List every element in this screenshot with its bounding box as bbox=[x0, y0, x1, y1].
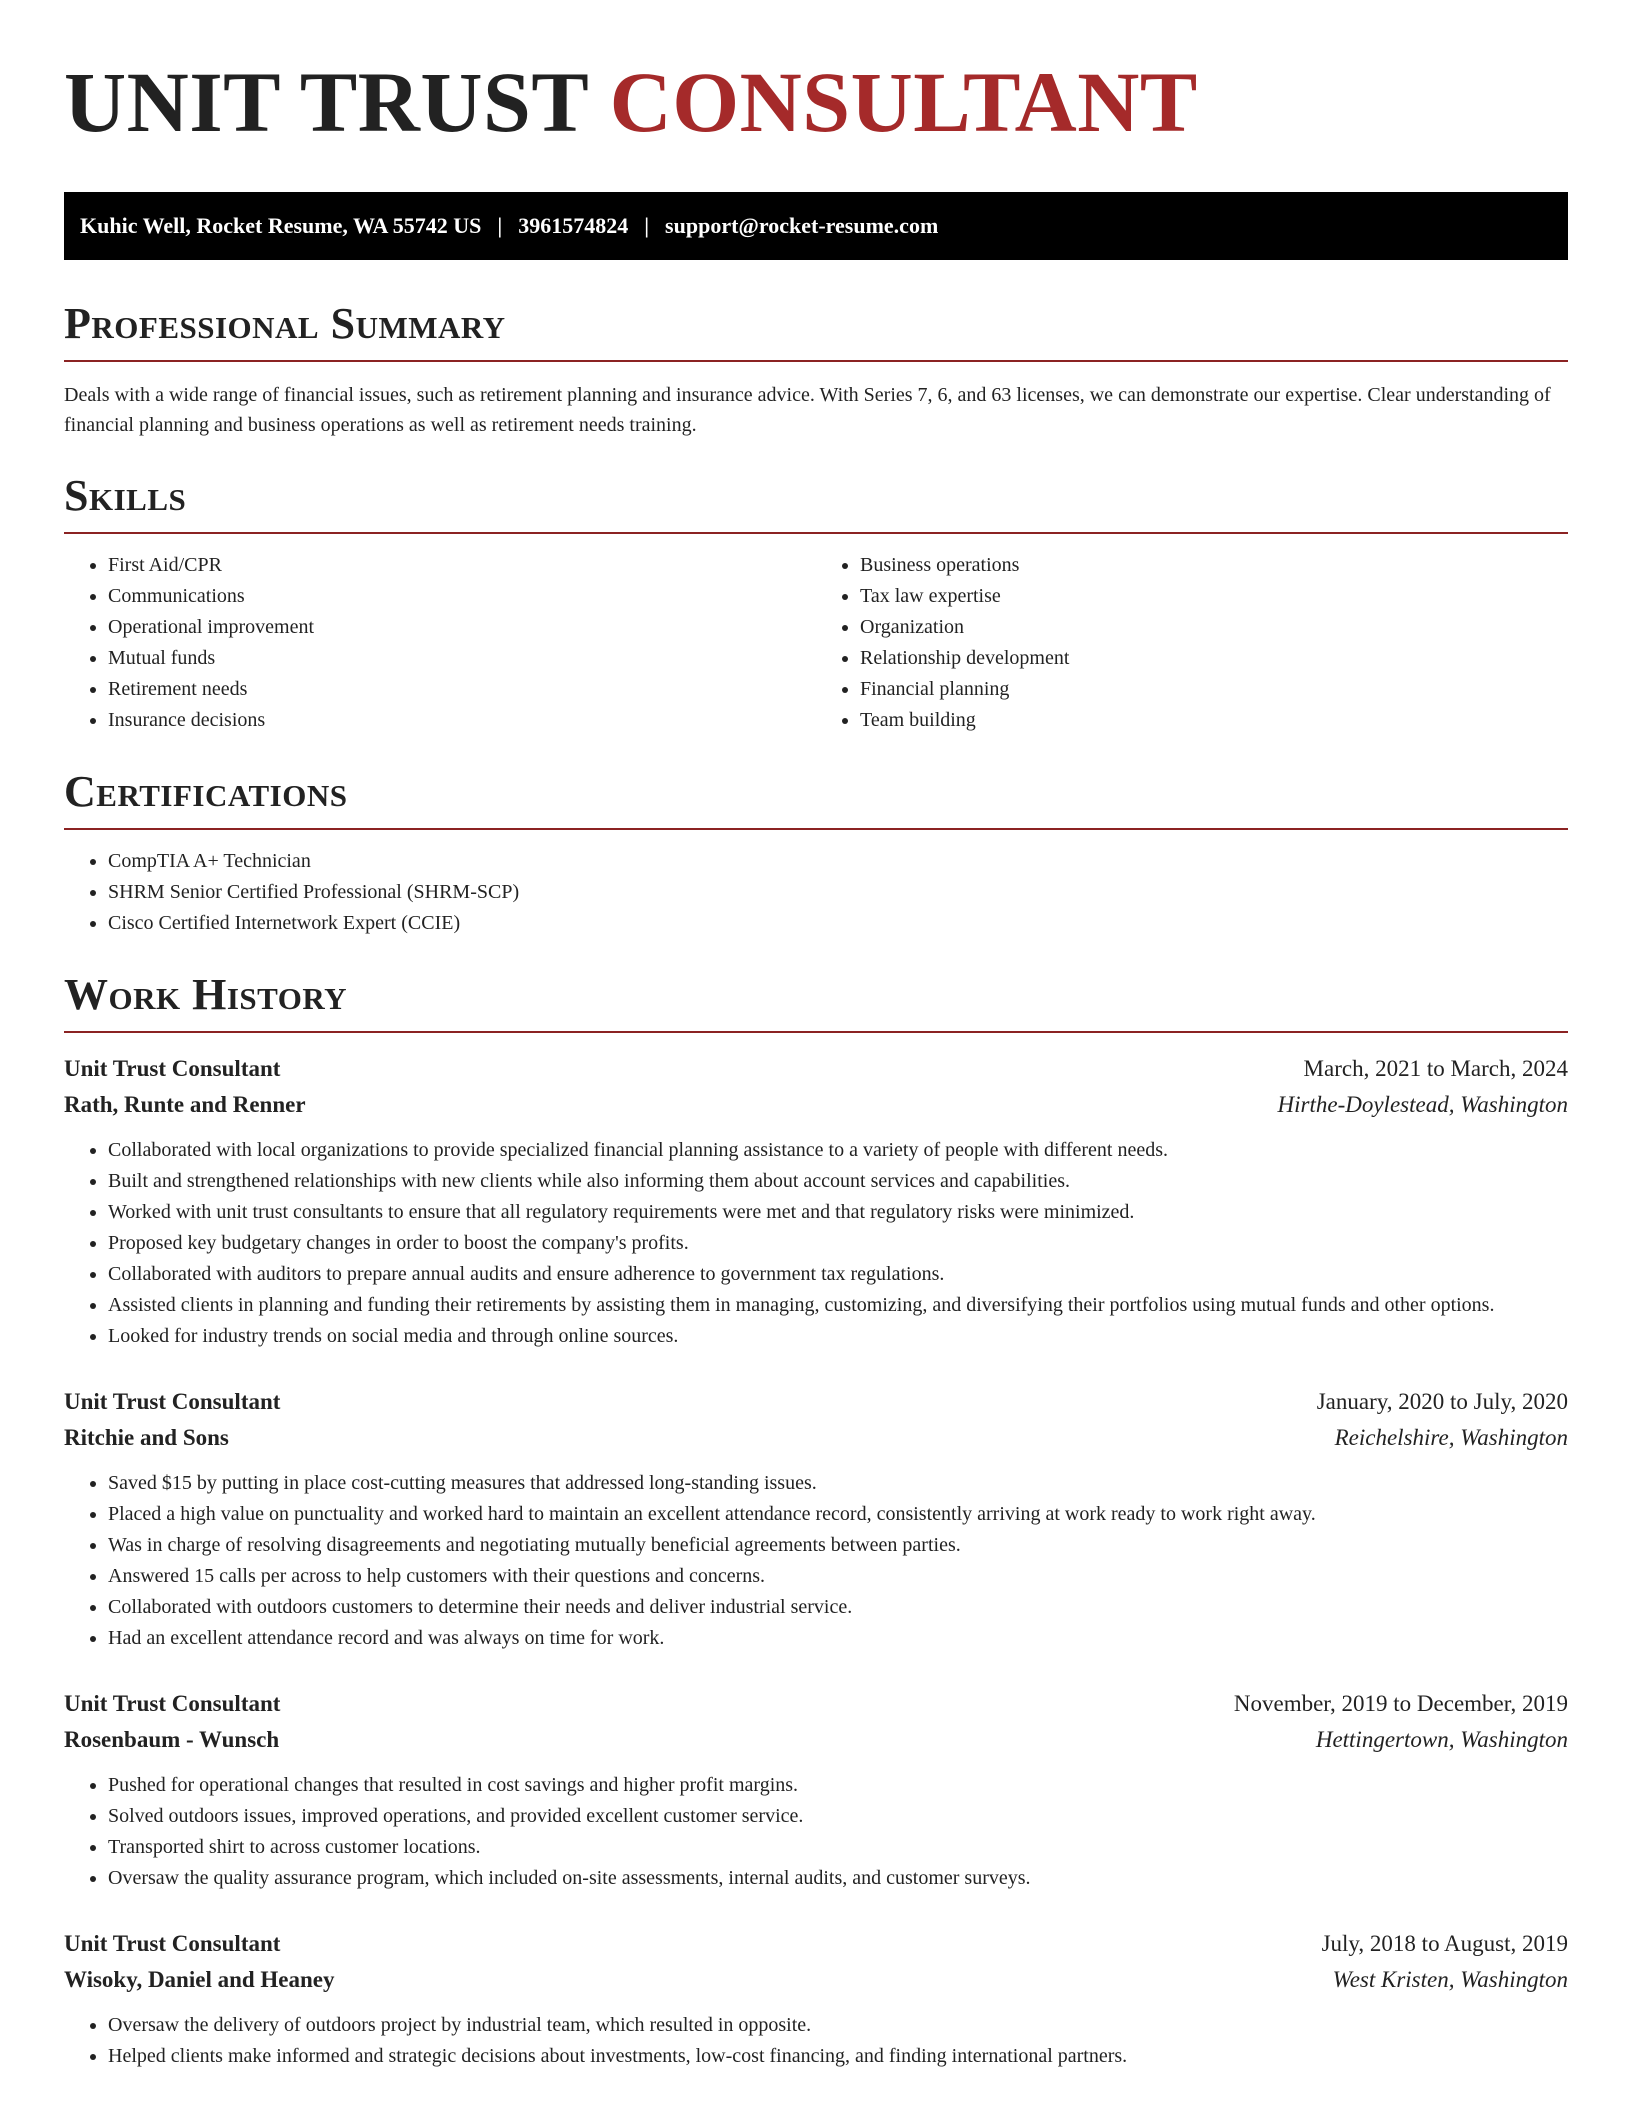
job-entry bbox=[64, 1686, 1568, 1894]
certifications-section bbox=[64, 766, 1568, 939]
contact-phone: 3961574824 bbox=[518, 213, 629, 238]
skill-item: • Insurance decisions bbox=[108, 705, 816, 736]
job-duty: • Saved $15 by putting in place cost-cutting measures that addressed long-standing issues. bbox=[108, 1468, 1568, 1499]
skill-item: • Financial planning bbox=[860, 674, 1568, 705]
job-location: Hettingertown, Washington bbox=[1315, 1727, 1568, 1752]
job-header-row bbox=[64, 1926, 1568, 1962]
job-company: Rosenbaum - Wunsch bbox=[64, 1727, 280, 1752]
job-duty: • Pushed for operational changes that resulted in cost savings and higher profit margins. bbox=[108, 1770, 1568, 1801]
job-company: Wisoky, Daniel and Heaney bbox=[64, 1967, 335, 1992]
job-duty: • Helped clients make informed and strategic decisions about investments, low-cost financing, and finding international partners. bbox=[108, 2041, 1568, 2072]
job-duty: • Had an excellent attendance record and was always on time for work. bbox=[108, 1623, 1568, 1654]
contact-bar bbox=[64, 192, 1568, 260]
job-duties-list bbox=[64, 1770, 1568, 1894]
job-duty: • Looked for industry trends on social media and through online sources. bbox=[108, 1321, 1568, 1352]
section-divider bbox=[64, 1031, 1568, 1033]
job-duty: • Assisted clients in planning and funding their retirements by assisting them in managing, customizing, and diversifying their portfolios using mutual funds and other options. bbox=[108, 1290, 1568, 1321]
section-divider bbox=[64, 828, 1568, 830]
summary-section bbox=[64, 298, 1568, 440]
skills-grid bbox=[64, 550, 1568, 736]
job-duty: • Collaborated with local organizations to provide specialized financial planning assistance to a variety of people with different needs. bbox=[108, 1135, 1568, 1166]
certification-item: • CompTIA A+ Technician bbox=[108, 846, 1568, 877]
job-dates: July, 2018 to August, 2019 bbox=[1321, 1931, 1568, 1956]
job-employer-row bbox=[64, 1087, 1568, 1123]
job-duty: • Collaborated with outdoors customers to determine their needs and deliver industrial service. bbox=[108, 1592, 1568, 1623]
skill-item: • Business operations bbox=[860, 550, 1568, 581]
job-duty: • Collaborated with auditors to prepare annual audits and ensure adherence to government tax regulations. bbox=[108, 1259, 1568, 1290]
skill-item: • Retirement needs bbox=[108, 674, 816, 705]
skill-item: • Operational improvement bbox=[108, 612, 816, 643]
job-title: Unit Trust Consultant bbox=[64, 1056, 281, 1081]
job-location: Hirthe-Doylestead, Washington bbox=[1277, 1092, 1568, 1117]
job-title: Unit Trust Consultant bbox=[64, 1931, 281, 1956]
job-dates: January, 2020 to July, 2020 bbox=[1316, 1389, 1568, 1414]
job-employer-row bbox=[64, 1962, 1568, 1998]
certification-item: • SHRM Senior Certified Professional (SHRM-SCP) bbox=[108, 877, 1568, 908]
job-entry bbox=[64, 1384, 1568, 1654]
job-header-row bbox=[64, 1051, 1568, 1087]
job-duty: • Answered 15 calls per across to help customers with their questions and concerns. bbox=[108, 1561, 1568, 1592]
job-location: West Kristen, Washington bbox=[1332, 1967, 1568, 1992]
contact-separator: | bbox=[644, 213, 650, 238]
skills-column-left bbox=[64, 550, 816, 736]
section-heading-work-history: Work History bbox=[64, 970, 348, 1019]
job-dates: March, 2021 to March, 2024 bbox=[1303, 1056, 1568, 1081]
contact-address: Kuhic Well, Rocket Resume, WA 55742 US bbox=[80, 213, 482, 238]
skill-item: • Organization bbox=[860, 612, 1568, 643]
contact-email[interactable]: support@rocket-resume.com bbox=[665, 213, 939, 238]
job-duty: • Worked with unit trust consultants to ensure that all regulatory requirements were met and that regulatory risks were minimized. bbox=[108, 1197, 1568, 1228]
job-duty: • Proposed key budgetary changes in order to boost the company's profits. bbox=[108, 1228, 1568, 1259]
skill-item: • Communications bbox=[108, 581, 816, 612]
job-duties-list bbox=[64, 2010, 1568, 2072]
job-company: Rath, Runte and Renner bbox=[64, 1092, 306, 1117]
job-duty: • Built and strengthened relationships with new clients while also informing them about account services and capabilities. bbox=[108, 1166, 1568, 1197]
section-heading-certifications: Certifications bbox=[64, 767, 348, 816]
job-entry bbox=[64, 1051, 1568, 1352]
title-part-1: UNIT TRUST bbox=[64, 54, 588, 150]
job-dates: November, 2019 to December, 2019 bbox=[1233, 1691, 1568, 1716]
job-duty: • Solved outdoors issues, improved operations, and provided excellent customer service. bbox=[108, 1801, 1568, 1832]
summary-text: Deals with a wide range of financial issues, such as retirement planning and insurance advice. With Series 7, 6, and 63 licenses, we can demonstrate our expertise. Clear understanding of financial planning and business operations as well as retirement needs training. bbox=[64, 384, 1551, 436]
skills-list-left bbox=[64, 550, 816, 736]
job-duty: • Oversaw the delivery of outdoors project by industrial team, which resulted in opposite. bbox=[108, 2010, 1568, 2041]
skills-column-right bbox=[816, 550, 1568, 736]
skill-item: • Tax law expertise bbox=[860, 581, 1568, 612]
section-divider bbox=[64, 360, 1568, 362]
job-company: Ritchie and Sons bbox=[64, 1425, 229, 1450]
certifications-list bbox=[64, 846, 1568, 939]
certification-item: • Cisco Certified Internetwork Expert (CCIE) bbox=[108, 908, 1568, 939]
section-heading-skills: Skills bbox=[64, 471, 187, 520]
job-duty: • Was in charge of resolving disagreements and negotiating mutually beneficial agreements between parties. bbox=[108, 1530, 1568, 1561]
skills-list-right bbox=[816, 550, 1568, 736]
section-divider bbox=[64, 532, 1568, 534]
title-part-2: CONSULTANT bbox=[609, 54, 1198, 150]
section-heading-summary: Professional Summary bbox=[64, 299, 506, 348]
work-history-section bbox=[64, 969, 1568, 2072]
skill-item: • Relationship development bbox=[860, 643, 1568, 674]
resume-title bbox=[64, 52, 1568, 152]
skill-item: • Mutual funds bbox=[108, 643, 816, 674]
job-employer-row bbox=[64, 1722, 1568, 1758]
job-duties-list bbox=[64, 1468, 1568, 1654]
job-duty: • Transported shirt to across customer locations. bbox=[108, 1832, 1568, 1863]
job-header-row bbox=[64, 1686, 1568, 1722]
skill-item: • Team building bbox=[860, 705, 1568, 736]
skill-item: • First Aid/CPR bbox=[108, 550, 816, 581]
job-duties-list bbox=[64, 1135, 1568, 1352]
job-duty: • Oversaw the quality assurance program, which included on-site assessments, internal audits, and customer surveys. bbox=[108, 1863, 1568, 1894]
job-entry bbox=[64, 1926, 1568, 2072]
job-header-row bbox=[64, 1384, 1568, 1420]
contact-separator: | bbox=[497, 213, 503, 238]
job-location: Reichelshire, Washington bbox=[1334, 1425, 1568, 1450]
job-title: Unit Trust Consultant bbox=[64, 1389, 281, 1414]
job-employer-row bbox=[64, 1420, 1568, 1456]
job-title: Unit Trust Consultant bbox=[64, 1691, 281, 1716]
skills-section bbox=[64, 470, 1568, 736]
job-duty: • Placed a high value on punctuality and worked hard to maintain an excellent attendance record, consistently arriving at work ready to work right away. bbox=[108, 1499, 1568, 1530]
